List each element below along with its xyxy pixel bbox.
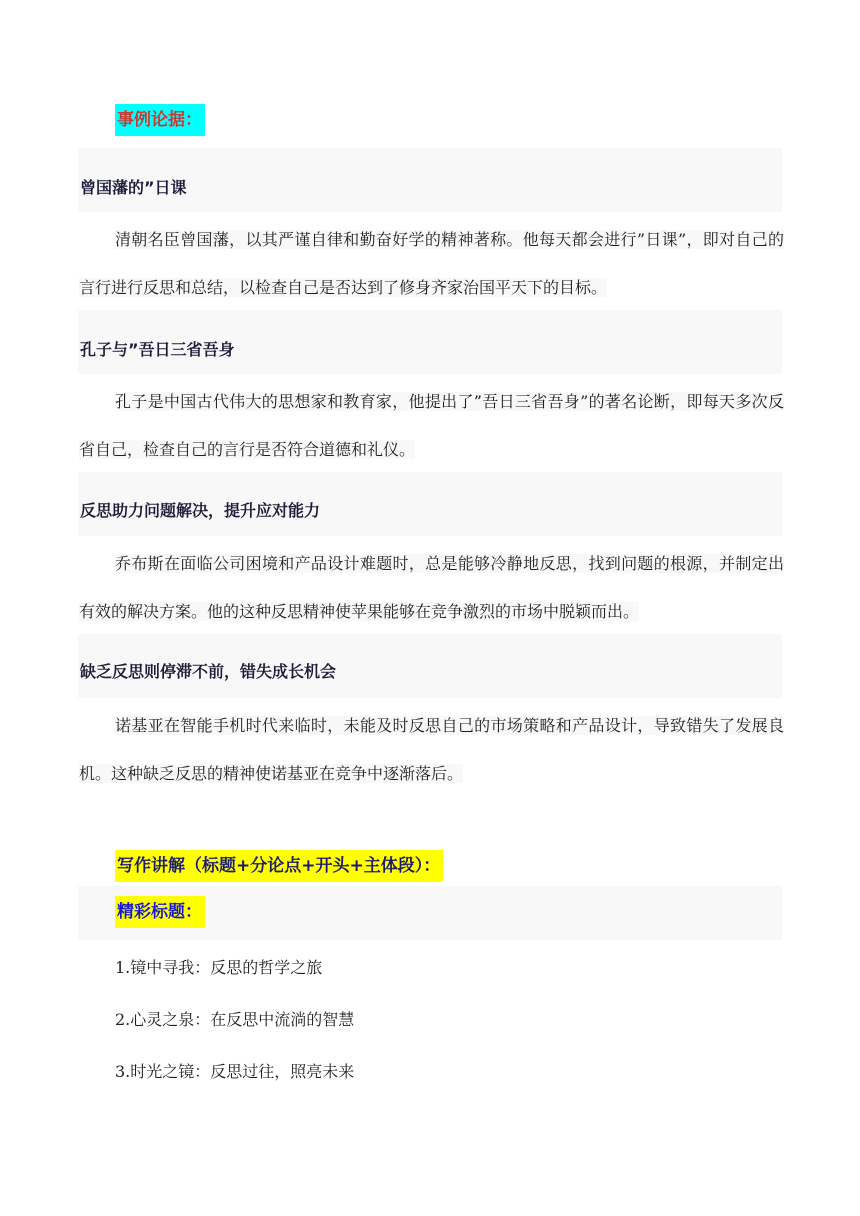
case-text	[79, 378, 784, 474]
case-text	[79, 216, 784, 312]
case-text-body: 孔子是中国古代伟大的思想家和教育家，他提出了”吾日三省吾身”的著名论断，即每天多次反省自己，检查自己的言行是否符合道德和礼仪。	[79, 392, 784, 459]
case-text	[79, 540, 784, 636]
case-title: 缺乏反思则停滞不前，错失成长机会	[80, 662, 337, 681]
case-title: 孔子与”吾日三省吾身	[80, 340, 235, 359]
case-text-body: 清朝名臣曾国藩，以其严谨自律和勤奋好学的精神著称。他每天都会进行”日课”，即对自己的言行进行反思和总结，以检查自己是否达到了修身齐家治国平天下的目标。	[79, 230, 784, 297]
evidence-heading: 事例论据：	[115, 104, 205, 136]
writing-heading: 写作讲解（标题+分论点+开头+主体段）：	[115, 850, 443, 882]
title-item: 2.心灵之泉：在反思中流淌的智慧	[115, 1010, 355, 1029]
title-item: 3.时光之镜：反思过往，照亮未来	[115, 1062, 355, 1081]
case-text-body: 诺基亚在智能手机时代来临时，未能及时反思自己的市场策略和产品设计，导致错失了发展良机。这种缺乏反思的精神使诺基亚在竞争中逐渐落后。	[79, 716, 784, 783]
case-text-body: 乔布斯在面临公司困境和产品设计难题时，总是能够冷静地反思，找到问题的根源，并制定出有效的解决方案。他的这种反思精神使苹果能够在竞争激烈的市场中脱颖而出。	[79, 554, 784, 621]
case-text	[79, 702, 784, 798]
titles-heading: 精彩标题：	[115, 896, 205, 928]
case-title: 曾国藩的”日课	[80, 178, 187, 197]
case-title: 反思助力问题解决，提升应对能力	[80, 501, 321, 520]
title-item: 1.镜中寻我：反思的哲学之旅	[115, 958, 323, 977]
